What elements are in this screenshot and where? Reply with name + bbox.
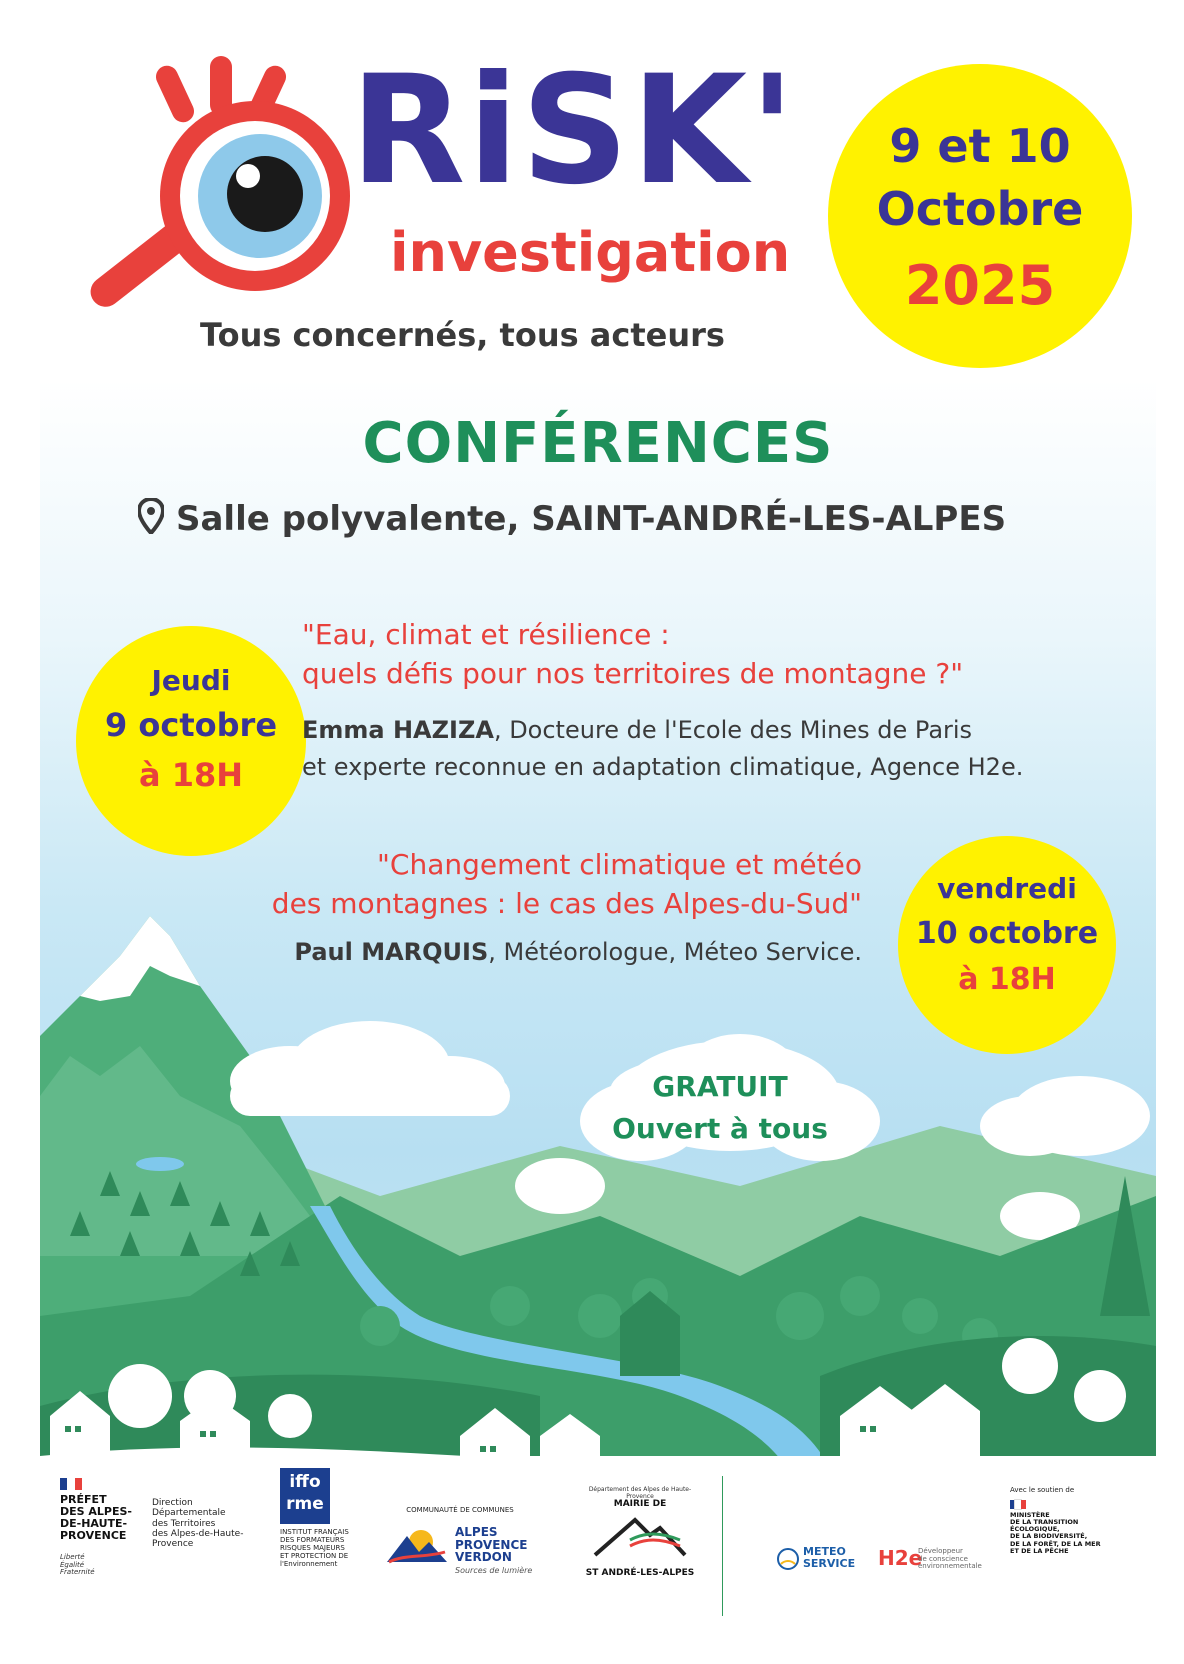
- iffo-rme-logo: [280, 1468, 360, 1568]
- talk1-date-badge: [76, 626, 306, 856]
- ministere-name: MINISTÈRE DE LA TRANSITION ÉCOLOGIQUE, DE LA BIODIVERSITÉ, DE LA FORÊT, DE LA MER ET DE LA PÊCHE: [1010, 1511, 1101, 1555]
- mairie-mountains-icon: [590, 1510, 690, 1560]
- talk1-speaker-line2: et experte reconnue en adaptation climatique, Agence H2e.: [302, 753, 1024, 782]
- h2e-text: Développeur de conscience environnementale: [918, 1547, 982, 1571]
- talk1-time: à 18H: [138, 756, 244, 794]
- conferences-heading: CONFÉRENCES: [362, 411, 834, 476]
- talk1-title-line1: "Eau, climat et résilience :: [302, 618, 670, 651]
- meteo-service-name: METEO SERVICE: [803, 1545, 856, 1570]
- mountain-sun-icon: [385, 1522, 449, 1566]
- event-dates-badge: [828, 64, 1132, 368]
- prefet-name: PRÉFET DES ALPES- DE-HAUTE- PROVENCE: [60, 1493, 132, 1543]
- talk2-date-badge: [898, 836, 1116, 1054]
- ccapv-top: COMMUNAUTÉ DE COMMUNES: [406, 1506, 514, 1514]
- tagline: Tous concernés, tous acteurs: [200, 316, 725, 354]
- location-text: Salle polyvalente, SAINT-ANDRÉ-LES-ALPES: [176, 499, 1007, 539]
- talk2-title-line2: des montagnes : le cas des Alpes-du-Sud": [271, 886, 862, 920]
- talk2-day: vendredi: [937, 872, 1077, 905]
- ccapv-name: ALPES PROVENCE VERDON: [455, 1525, 528, 1565]
- mairie-town: ST ANDRÉ-LES-ALPES: [585, 1567, 695, 1578]
- prefet-motto: Liberté Égalité Fraternité: [60, 1553, 95, 1577]
- talk1-title-line2: quels défis pour nos territoires de montagne ?": [302, 656, 964, 690]
- dates-line2: Octobre: [876, 182, 1084, 236]
- talk1-date: 9 octobre: [104, 706, 278, 744]
- free-entry-note: [600, 1066, 840, 1150]
- ccapv-logo: [385, 1506, 535, 1575]
- free-line2: Ouvert à tous: [612, 1112, 828, 1145]
- magnifier-eye-icon: [60, 46, 390, 346]
- mairie-logo: [580, 1486, 700, 1578]
- ddt-label: Direction Départementale des Territoires des Alpes-de-Haute- Provence: [152, 1498, 244, 1550]
- talk2-title: [168, 846, 862, 923]
- location-pin-icon: [138, 498, 164, 543]
- mairie-label: MAIRIE DE: [613, 1499, 667, 1509]
- logo-subtitle: investigation: [390, 221, 791, 284]
- talk1-speaker-role: , Docteure de l'Ecole des Mines de Paris: [493, 716, 973, 744]
- talk1-speaker-name: Emma HAZIZA: [302, 716, 494, 744]
- ministere-logo: [1010, 1486, 1140, 1555]
- poster: [40, 26, 1156, 1632]
- risk-logo: [60, 46, 820, 366]
- talk2-speaker-role: , Météorologue, Méteo Service.: [488, 938, 862, 966]
- h2e-logo: [878, 1546, 998, 1570]
- dates-year: 2025: [904, 254, 1056, 317]
- iffo-rme-box: iffo rme: [280, 1468, 330, 1524]
- footer-divider: [722, 1476, 723, 1616]
- prefet-logo: [60, 1478, 260, 1578]
- location: [138, 498, 1006, 543]
- free-line1: GRATUIT: [652, 1070, 788, 1103]
- soutien-label: Avec le soutien de: [1010, 1486, 1075, 1494]
- talk2-title-line1: "Changement climatique et météo: [377, 848, 862, 881]
- ccapv-slogan: Sources de lumière: [455, 1566, 533, 1575]
- talk2-date: 10 octobre: [915, 916, 1099, 951]
- partner-logos-footer: [40, 1456, 1156, 1632]
- talk1-speaker: [302, 712, 1023, 786]
- talk1-title: [302, 616, 963, 693]
- french-flag-small-icon: [1010, 1500, 1026, 1509]
- talk2-speaker: [168, 938, 862, 966]
- talk1-day: Jeudi: [151, 664, 231, 697]
- h2e-mark: H2e: [878, 1546, 923, 1570]
- meteo-sun-icon: [775, 1546, 801, 1572]
- talk2-time: à 18H: [958, 962, 1056, 997]
- mairie-dept: Département des Alpes de Haute-Provence: [588, 1486, 692, 1500]
- iffo-rme-caption: INSTITUT FRANÇAIS DES FORMATEURS RISQUES MAJEURS ET PROTECTION DE l'Environnement: [280, 1528, 349, 1569]
- talk2-speaker-name: Paul MARQUIS: [294, 938, 489, 966]
- dates-line1: 9 et 10: [889, 119, 1071, 173]
- french-flag-icon: [60, 1478, 82, 1490]
- logo-title: RiSK': [350, 44, 798, 218]
